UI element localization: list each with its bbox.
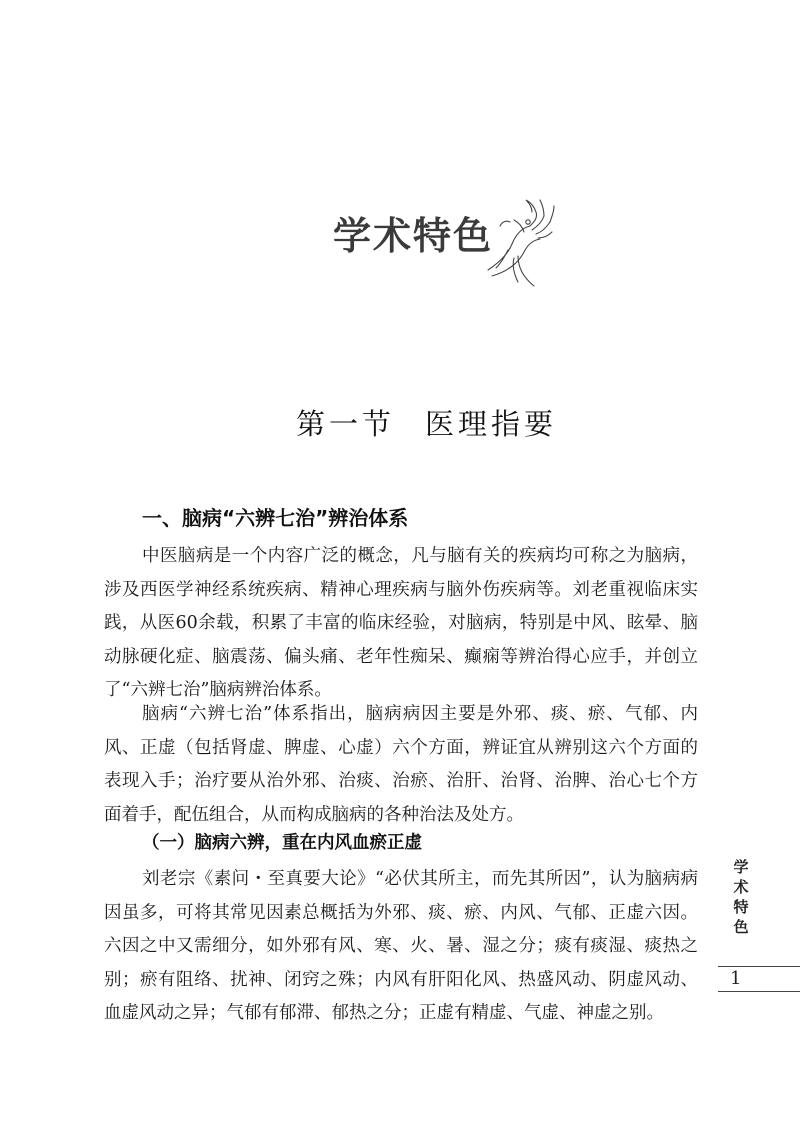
text-line: 因虽多，可将其常见因素总概括为外邪、痰、瘀、内风、气郁、正虚六因。	[104, 902, 698, 923]
text-line: 涉及西医学神经系统疾病、精神心理疾病与脑外伤疾病等。刘老重视临床实	[104, 579, 698, 600]
text-line: 表现入手；治疗要从治外邪、治痰、治瘀、治肝、治肾、治脾、治心七个方	[104, 771, 698, 792]
text-line: 中医脑病是一个内容广泛的概念，凡与脑有关的疾病均可称之为脑病，	[142, 546, 698, 566]
section-number: 第一节	[296, 407, 396, 441]
text-line: 动脉硬化症、脑震荡、偏头痛、老年性痴呆、癫痫等辨治得心应手，并创立	[104, 646, 698, 667]
text-line: 践，从医60余载，积累了丰富的临床经验，对脑病，特别是中风、眩晕、脑	[104, 613, 698, 634]
heading-level2: （一）脑病六辨，重在内风血瘀正虚	[142, 833, 422, 853]
paragraph-3	[104, 863, 698, 1031]
text-line: 刘老宗《素问・至真要大论》“必伏其所主，而先其所因”，认为脑病病	[142, 869, 698, 889]
side-tab-char: 色	[733, 918, 749, 936]
text-line: 血虚风动之异；气郁有郁滞、郁热之分；正虚有精虚、气虚、神虚之别。	[104, 1003, 664, 1024]
side-tab-char: 术	[733, 878, 749, 896]
text-line: 风、正虚（包括肾虚、脾虚、心虚）六个方面，辨证宜从辨别这六个方面的	[104, 737, 698, 758]
text-line: 别；瘀有阻络、扰神、闭窍之殊；内风有肝阳化风、热盛风动、阴虚风动、	[104, 969, 698, 990]
text-line: 六因之中又需细分，如外邪有风、寒、火、暑、湿之分；痰有痰湿、痰热之	[104, 936, 698, 957]
side-tab-char: 学	[733, 858, 749, 876]
hand-lotus-icon	[478, 192, 558, 292]
heading-level1: 一、脑病“六辨七治”辨治体系	[142, 506, 409, 530]
side-rule-bottom	[718, 991, 800, 992]
text-line: 了“六辨七治”脑病辨治体系。	[104, 680, 332, 701]
chapter-title: 学术特色	[333, 216, 494, 258]
side-tab-char: 特	[733, 898, 749, 916]
text-line: 面着手，配伍组合，从而构成脑病的各种治法及处方。	[104, 804, 524, 825]
side-tab	[726, 857, 756, 937]
paragraph-1	[104, 540, 698, 708]
section-title	[296, 402, 557, 443]
page-number: 1	[730, 968, 742, 989]
paragraph-2	[104, 698, 698, 832]
text-line: 脑病“六辨七治”体系指出，脑病病因主要是外邪、痰、瘀、气郁、内	[142, 704, 698, 724]
section-name: 医理指要	[425, 407, 558, 441]
